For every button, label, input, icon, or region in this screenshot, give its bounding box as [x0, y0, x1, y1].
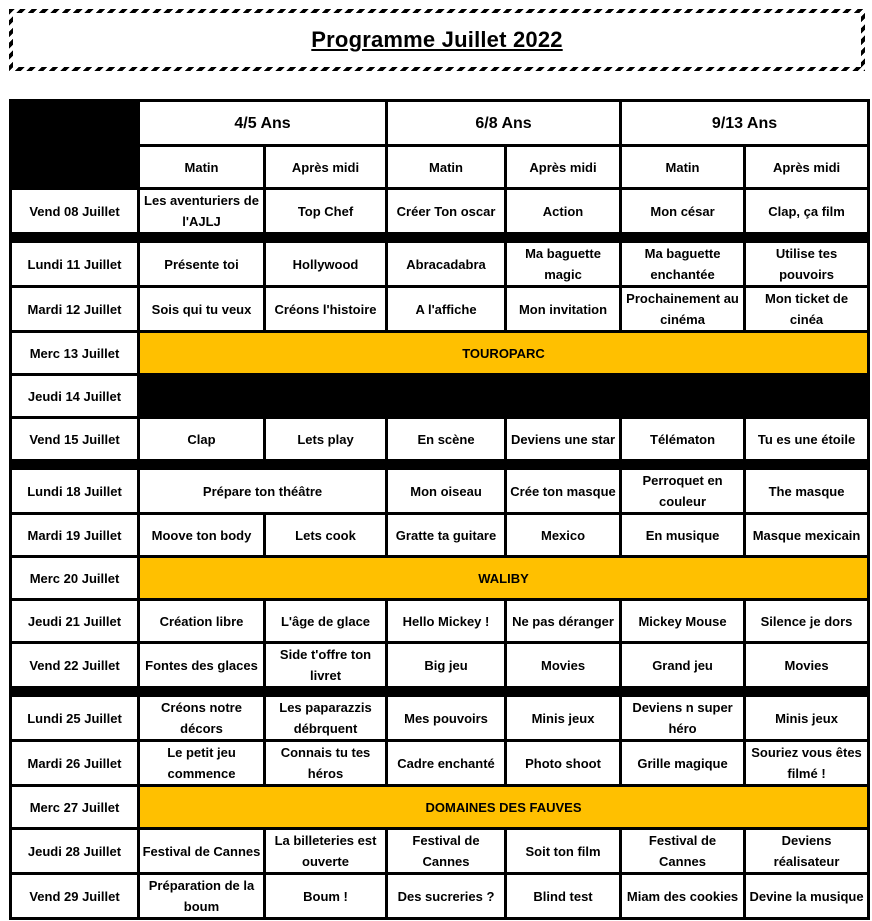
activity-cell: Boum !: [265, 874, 387, 919]
activity-cell: Mexico: [506, 514, 621, 557]
activity-cell: Blind test: [506, 874, 621, 919]
day-row: [11, 874, 869, 919]
activity-cell: Perroquet en couleur: [621, 469, 745, 514]
activity-cell: Prochainement au cinéma: [621, 287, 745, 332]
activity-cell: Mes pouvoirs: [387, 696, 506, 741]
activity-cell: Festival de Cannes: [387, 829, 506, 874]
period-header: Matin: [621, 146, 745, 189]
activity-cell: Lets play: [265, 418, 387, 461]
activity-cell: Cadre enchanté: [387, 741, 506, 786]
activity-cell: Les paparazzis débrquent: [265, 696, 387, 741]
period-header: Matin: [387, 146, 506, 189]
activity-cell: Fontes des glaces: [139, 643, 265, 688]
activity-cell: Des sucreries ?: [387, 874, 506, 919]
activity-cell: Les aventuriers de l'AJLJ: [139, 189, 265, 234]
activity-cell: Création libre: [139, 600, 265, 643]
activity-cell: Deviens n super héro: [621, 696, 745, 741]
day-label: Merc 20 Juillet: [11, 557, 139, 600]
day-row: [11, 375, 869, 418]
day-label: Vend 15 Juillet: [11, 418, 139, 461]
week-separator: [11, 234, 869, 242]
activity-cell: Moove ton body: [139, 514, 265, 557]
day-row: [11, 829, 869, 874]
day-row: [11, 557, 869, 600]
activity-cell: Festival de Cannes: [621, 829, 745, 874]
activity-cell: Tu es une étoile: [745, 418, 869, 461]
day-row: [11, 189, 869, 234]
activity-cell: Big jeu: [387, 643, 506, 688]
activity-cell: Masque mexicain: [745, 514, 869, 557]
activity-cell: Grille magique: [621, 741, 745, 786]
day-label: Mardi 12 Juillet: [11, 287, 139, 332]
day-row: [11, 418, 869, 461]
activity-cell: Connais tu tes héros: [265, 741, 387, 786]
activity-cell: Mon invitation: [506, 287, 621, 332]
activity-cell: Deviens réalisateur: [745, 829, 869, 874]
title-frame: [9, 9, 865, 71]
activity-cell: Télématon: [621, 418, 745, 461]
activity-cell: Soit ton film: [506, 829, 621, 874]
activity-cell: Photo shoot: [506, 741, 621, 786]
period-header: Après midi: [745, 146, 869, 189]
period-header: Après midi: [506, 146, 621, 189]
activity-cell: Minis jeux: [506, 696, 621, 741]
activity-cell: Crée ton masque: [506, 469, 621, 514]
activity-cell: Mon ticket de cinéa: [745, 287, 869, 332]
activity-cell: Sois qui tu veux: [139, 287, 265, 332]
age-group-header: 6/8 Ans: [387, 101, 621, 146]
day-label: Lundi 25 Juillet: [11, 696, 139, 741]
activity-cell: Festival de Cannes: [139, 829, 265, 874]
activity-cell: Mickey Mouse: [621, 600, 745, 643]
day-row: [11, 469, 869, 514]
age-group-header: 4/5 Ans: [139, 101, 387, 146]
day-row: [11, 514, 869, 557]
activity-cell: Lets cook: [265, 514, 387, 557]
period-header: Après midi: [265, 146, 387, 189]
day-label: Mardi 26 Juillet: [11, 741, 139, 786]
day-row: [11, 242, 869, 287]
day-label: Jeudi 21 Juillet: [11, 600, 139, 643]
activity-cell: Gratte ta guitare: [387, 514, 506, 557]
day-label: Vend 29 Juillet: [11, 874, 139, 919]
week-separator: [11, 688, 869, 696]
age-group-header: 9/13 Ans: [621, 101, 869, 146]
schedule-table: [9, 99, 870, 920]
activity-cell: En scène: [387, 418, 506, 461]
activity-cell: Deviens une star: [506, 418, 621, 461]
day-row: [11, 786, 869, 829]
period-header: Matin: [139, 146, 265, 189]
activity-cell: Clap: [139, 418, 265, 461]
activity-cell: Side t'offre ton livret: [265, 643, 387, 688]
day-label: Mardi 19 Juillet: [11, 514, 139, 557]
outing-cell: DOMAINES DES FAUVES: [139, 786, 869, 829]
activity-cell: Hello Mickey !: [387, 600, 506, 643]
activity-cell: Silence je dors: [745, 600, 869, 643]
activity-cell: Ma baguette enchantée: [621, 242, 745, 287]
activity-cell: Mon césar: [621, 189, 745, 234]
activity-cell: Créons notre décors: [139, 696, 265, 741]
activity-cell: Souriez vous êtes filmé !: [745, 741, 869, 786]
activity-cell: The masque: [745, 469, 869, 514]
activity-cell: L'âge de glace: [265, 600, 387, 643]
activity-cell: Mon oiseau: [387, 469, 506, 514]
day-label: Lundi 18 Juillet: [11, 469, 139, 514]
corner-cell: [11, 101, 139, 189]
day-label: Merc 27 Juillet: [11, 786, 139, 829]
page-title: Programme Juillet 2022: [311, 27, 563, 52]
day-label: Jeudi 28 Juillet: [11, 829, 139, 874]
title-box: [13, 13, 861, 67]
activity-cell: Minis jeux: [745, 696, 869, 741]
day-label: Merc 13 Juillet: [11, 332, 139, 375]
activity-cell: Ne pas déranger: [506, 600, 621, 643]
activity-cell: Abracadabra: [387, 242, 506, 287]
day-label: Vend 22 Juillet: [11, 643, 139, 688]
activity-cell-merged: Prépare ton théâtre: [139, 469, 387, 514]
activity-cell: Hollywood: [265, 242, 387, 287]
activity-cell: En musique: [621, 514, 745, 557]
outing-cell: WALIBY: [139, 557, 869, 600]
period-header-row: [11, 146, 869, 189]
activity-cell: Créons l'histoire: [265, 287, 387, 332]
day-row: [11, 741, 869, 786]
activity-cell: Movies: [745, 643, 869, 688]
activity-cell: Top Chef: [265, 189, 387, 234]
activity-cell: Préparation de la boum: [139, 874, 265, 919]
activity-cell: Movies: [506, 643, 621, 688]
day-row: [11, 696, 869, 741]
activity-cell: Grand jeu: [621, 643, 745, 688]
activity-cell: Miam des cookies: [621, 874, 745, 919]
activity-cell: Clap, ça film: [745, 189, 869, 234]
activity-cell: A l'affiche: [387, 287, 506, 332]
age-group-header-row: [11, 101, 869, 146]
day-row: [11, 643, 869, 688]
activity-cell: Action: [506, 189, 621, 234]
activity-cell: Devine la musique: [745, 874, 869, 919]
week-separator: [11, 461, 869, 469]
day-label: Vend 08 Juillet: [11, 189, 139, 234]
activity-cell: Créer Ton oscar: [387, 189, 506, 234]
day-row: [11, 287, 869, 332]
holiday-blackout-cell: [139, 375, 869, 418]
outing-cell: TOUROPARC: [139, 332, 869, 375]
day-label: Lundi 11 Juillet: [11, 242, 139, 287]
activity-cell: La billeteries est ouverte: [265, 829, 387, 874]
day-row: [11, 332, 869, 375]
day-label: Jeudi 14 Juillet: [11, 375, 139, 418]
activity-cell: Présente toi: [139, 242, 265, 287]
activity-cell: Utilise tes pouvoirs: [745, 242, 869, 287]
activity-cell: Le petit jeu commence: [139, 741, 265, 786]
activity-cell: Ma baguette magic: [506, 242, 621, 287]
day-row: [11, 600, 869, 643]
